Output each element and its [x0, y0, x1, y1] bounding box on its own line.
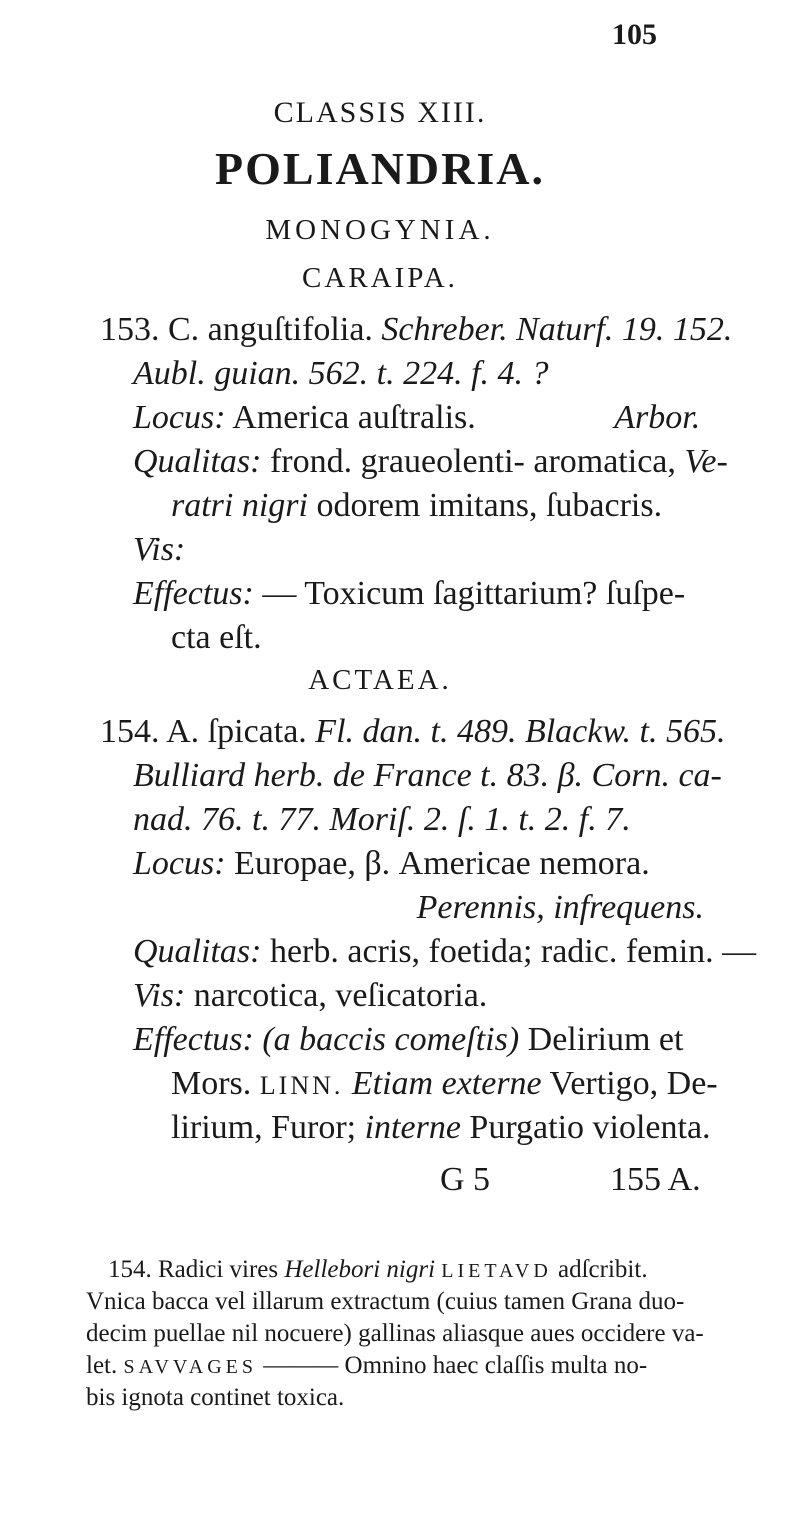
footnote-text: adſcribit.	[558, 1256, 648, 1283]
reference: nad. 76. t. 77. Moriſ. 2. ſ. 1. t. 2. f. 7.	[133, 801, 631, 838]
order-heading: POLIANDRIA.	[215, 143, 545, 194]
entry-154-effectus-cont2	[171, 1108, 711, 1148]
entry-153-effectus	[133, 574, 685, 614]
entry-number: 153.	[100, 311, 160, 348]
effectus-label: Effectus:	[133, 1021, 254, 1058]
reference: Schreber. Naturf. 19. 152.	[381, 311, 733, 348]
entry-153-ref	[133, 354, 549, 394]
reference: Bulliard herb. de France t. 83. β. Corn. ca-	[133, 757, 722, 794]
footnote-text: ——— Omnino haec claſſis multa no-	[263, 1352, 648, 1379]
qualitas-text: odorem imitans, ſubacris.	[316, 487, 663, 524]
entry-154-locus	[133, 844, 650, 884]
locus-label: Locus:	[133, 399, 226, 436]
entry-154-effectus-cont	[171, 1064, 718, 1106]
reference: Fl. dan. t. 489. Blackw. t. 565.	[315, 713, 726, 750]
catchword: 155 A.	[610, 1161, 701, 1198]
entry-number: 154.	[100, 713, 160, 750]
entry-153-locus	[133, 398, 700, 438]
entry-154-habit	[0, 888, 704, 928]
locus-label: Locus:	[133, 845, 226, 882]
locus-text: Europae, β. Americae nemora.	[234, 845, 650, 882]
genus-heading-actaea: ACTAEA.	[308, 664, 452, 696]
entry-154-effectus	[133, 1020, 683, 1060]
effectus-text: cta eſt.	[171, 619, 262, 656]
author-citation: SAVVAGES	[123, 1356, 258, 1378]
habit: Arbor.	[614, 399, 701, 436]
genus-heading-caraipa: CARAIPA.	[302, 262, 458, 294]
vis-text: narcotica, veſicatoria.	[193, 977, 488, 1014]
footnote-line	[86, 1350, 746, 1383]
effectus-text: lirium, Furor;	[171, 1109, 357, 1146]
species-name: C. anguſtifolia.	[168, 311, 373, 348]
footnote-text: let.	[86, 1352, 118, 1379]
author-citation: LINN.	[259, 1071, 344, 1100]
footnote-text: 154. Radici vires	[108, 1256, 279, 1283]
entry-154-ref	[133, 756, 722, 796]
footnote-line: decim puellae nil nocuere) gallinas aliasque aues occidere va-	[86, 1320, 704, 1347]
entry-154-title	[100, 712, 725, 752]
footnote-line: bis ignota continet toxica.	[86, 1384, 345, 1411]
suborder-heading: MONOGYNIA.	[265, 214, 495, 246]
effectus-text: Vertigo, De-	[549, 1065, 718, 1102]
entry-153-vis	[133, 530, 185, 570]
effectus-italic: interne	[364, 1109, 461, 1146]
qualitas-italic: Ve-	[684, 443, 728, 480]
effectus-label: Effectus:	[133, 575, 254, 612]
entry-153-qualitas	[133, 442, 728, 482]
effectus-text: — Toxicum ſagittarium? ſuſpe-	[262, 575, 686, 612]
entry-154-vis	[133, 976, 487, 1016]
vis-label: Vis:	[133, 531, 186, 568]
footnote-line: Vnica bacca vel illarum extractum (cuius tamen Grana duo-	[86, 1288, 685, 1315]
entry-154-qualitas	[133, 932, 756, 972]
locus-text: America auſtralis.	[232, 399, 476, 436]
effectus-text: Purgatio violenta.	[469, 1109, 711, 1146]
qualitas-text: herb. acris, foetida; radic. femin. —	[269, 933, 757, 970]
effectus-text: Delirium et	[527, 1021, 684, 1058]
habit: Perennis, infrequens.	[416, 889, 704, 926]
footnote-line	[108, 1254, 768, 1287]
entry-153-effectus-cont	[171, 618, 262, 658]
reference: Aubl. guian. 562. t. 224. f. 4. ?	[133, 355, 549, 392]
qualitas-italic: ratri nigri	[171, 487, 308, 524]
qualitas-label: Qualitas:	[133, 443, 262, 480]
species-name: A. ſpicata.	[166, 713, 307, 750]
entry-153-qualitas-cont	[171, 486, 662, 526]
signature-mark: G 5	[440, 1161, 491, 1198]
effectus-italic: Etiam externe	[351, 1065, 542, 1102]
vis-label: Vis:	[133, 977, 186, 1014]
footnote-italic: Hellebori nigri	[284, 1256, 436, 1283]
author-citation: LIETAVD	[441, 1260, 552, 1282]
effectus-text: Mors.	[171, 1065, 252, 1102]
class-heading: CLASSIS XIII.	[273, 96, 487, 129]
entry-154-ref-cont	[133, 800, 631, 840]
qualitas-label: Qualitas:	[133, 933, 262, 970]
qualitas-text: frond. graueolenti- aromatica,	[269, 443, 676, 480]
effectus-italic: (a baccis comeſtis)	[262, 1021, 520, 1058]
entry-153-title	[100, 310, 732, 350]
page-number: 105	[612, 18, 657, 51]
